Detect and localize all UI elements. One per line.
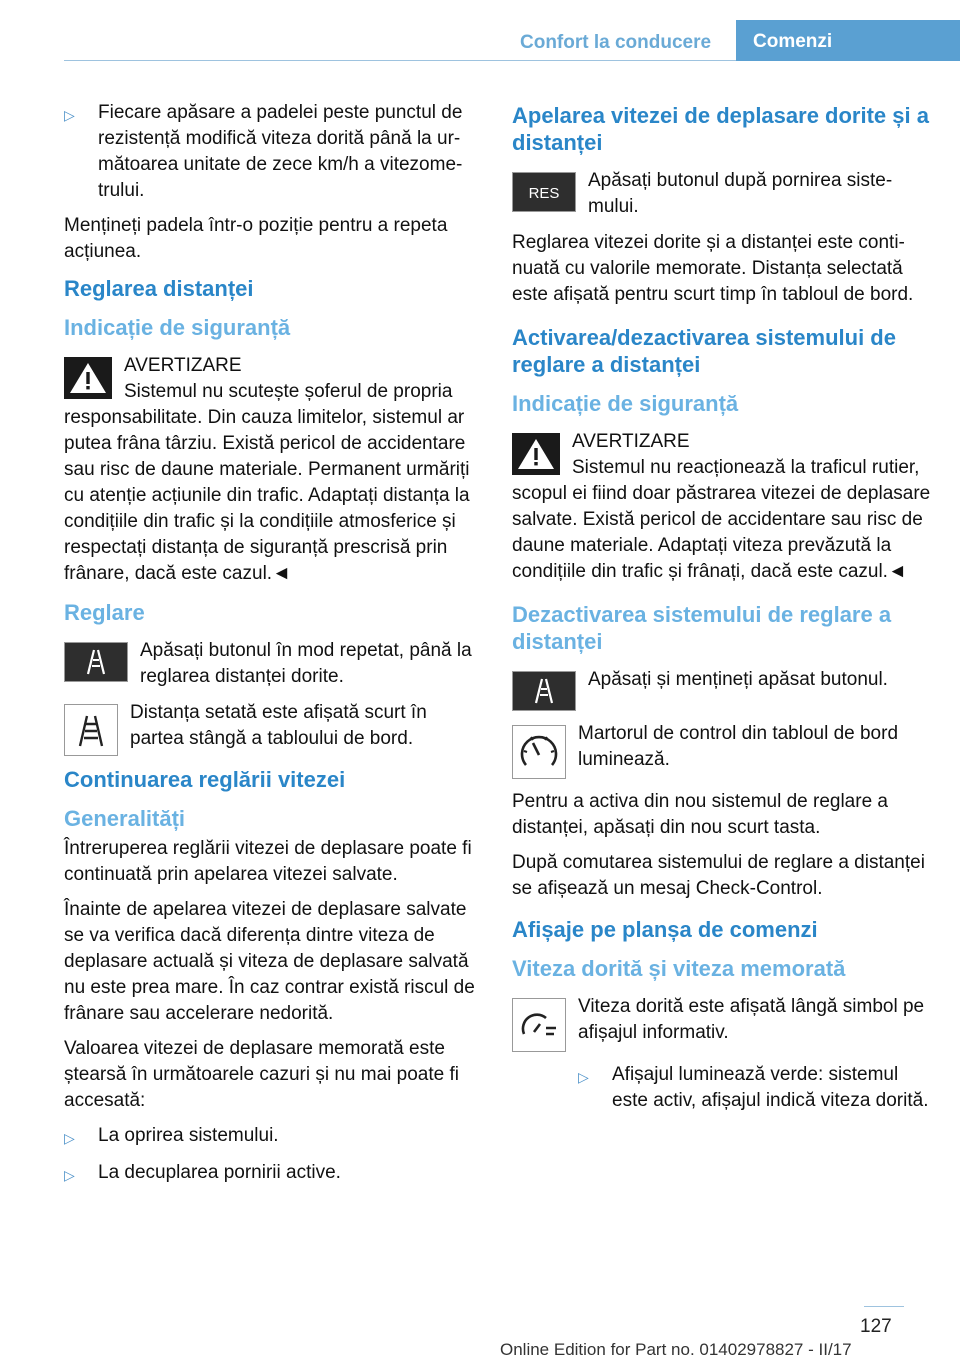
warning-block xyxy=(512,429,932,585)
paragraph: Întreruperea reglării vitezei de deplasare poate fi continuată prin apelarea vitezei salvate. xyxy=(64,838,472,885)
heading-recall: Apelarea vitezei de deplasare dorite și a distanței xyxy=(512,103,929,155)
icon-row: RES Apăsați butonul după pornirea sistemului. xyxy=(512,168,932,220)
heading-deactivate: Dezactivarea sistemului de reglare a distanței xyxy=(512,602,892,654)
icon-row: Apăsați și mențineți apăsat butonul. xyxy=(512,667,932,711)
header-section-title: Confort la conducere xyxy=(520,32,712,53)
distance-button-icon xyxy=(64,642,128,682)
paragraph: După comutarea sistemului de reglare a distanței se afișează un mesaj Check-Control. xyxy=(512,852,925,899)
bullet-item: ▷ La oprirea sistemului. xyxy=(64,1123,480,1151)
heading-speed: Viteza dorită și viteza memorată xyxy=(512,956,846,981)
heading-general: Generalități xyxy=(64,806,186,831)
warning-block xyxy=(64,353,480,587)
bullet-triangle-icon: ▷ xyxy=(578,1069,589,1085)
bullet-triangle-icon: ▷ xyxy=(64,1130,75,1146)
icon-row: Viteza dorită este afișată lângă simbol pe afișajul informativ. xyxy=(512,994,932,1052)
paragraph: Mențineți padela într-o poziție pentru a repeta acțiunea. xyxy=(64,215,448,262)
paragraph: Pentru a activa din nou sistemul de reglare a distanței, apăsați din nou scurt tasta. xyxy=(512,791,888,838)
paragraph: Valoarea vitezei de deplasare memorată este ștearsă în următoarele cazuri și nu mai poate fi accesată: xyxy=(64,1038,459,1111)
left-column xyxy=(64,100,480,1197)
warning-icon xyxy=(64,357,112,399)
speedometer-indicator-icon xyxy=(512,725,566,779)
warning-text: Sistemul nu scutește șoferul de propria responsabilitate. Din cauza limitelor, sistemul ar putea frâna târziu. Există pericol de accidentare sau risc de daune materiale. Permanent urmăriți cu atenție acțiunile din trafic. Adaptați distanța la condițiile din trafic și la condițiile atmosferice și respectați distanța de siguranță prescrisă prin frânare, dacă este cazul.◄ xyxy=(64,381,470,584)
warning-icon xyxy=(512,433,560,475)
paragraph: Reglarea vitezei dorite și a distanței este continuată cu valorile memorate. Distanța selectată este afișată pentru scurt timp în tabloul de bord. xyxy=(512,232,914,305)
warning-title: AVERTIZARE xyxy=(572,431,690,452)
heading-safety: Indicație de siguranță xyxy=(64,315,291,340)
svg-text:RES: RES xyxy=(528,185,560,202)
warning-title: AVERTIZARE xyxy=(124,355,242,376)
res-button-icon xyxy=(512,172,576,212)
bullet-item: ▷ La decuplarea pornirii active. xyxy=(64,1160,480,1188)
icon-row: Apăsați butonul în mod repetat, până la reglarea distanței dorite. xyxy=(64,638,480,690)
warning-text: Sistemul nu reacționează la traficul rutier, scopul ei fiind doar păstrarea vitezei de deplasare salvate. Există pericol de accidentare sau risc de daune materiale. Adaptați viteza prevăzută la condițiile din trafic și frânați, dacă este cazul.◄ xyxy=(512,457,931,582)
heading-continue: Continuarea reglării vitezei xyxy=(64,767,346,792)
bullet-triangle-icon: ▷ xyxy=(64,107,75,123)
header-chapter-tab: Comenzi xyxy=(736,20,960,61)
right-column xyxy=(512,100,932,1123)
bullet-triangle-icon: ▷ xyxy=(64,1167,75,1183)
icon-row: Martorul de control din tabloul de bord luminează. xyxy=(512,721,932,779)
heading-activate: Activarea/dezactivarea sistemului de reglare a distanței xyxy=(512,325,896,377)
paragraph: Înainte de apelarea vitezei de deplasare salvate se va verifica dacă diferența dintre viteza de deplasare actuală și viteza de deplasare salvată nu este prea mare. În caz contrar există riscul de frânare sau accelerare nedorită. xyxy=(64,899,475,1024)
bullet-item: ▷ Afișajul luminează verde: sistemul este activ, afișajul indică viteza dorită. xyxy=(512,1062,932,1114)
edition-footer: Online Edition for Part no. 01402978827 - II/17 xyxy=(500,1340,852,1359)
distance-display-icon xyxy=(64,704,118,756)
footer-rule xyxy=(864,1306,904,1307)
heading-displays: Afișaje pe planșa de comenzi xyxy=(512,917,818,942)
heading-adjust: Reglare xyxy=(64,600,145,625)
icon-row: Distanța setată este afișată scurt în partea stângă a tabloului de bord. xyxy=(64,700,480,756)
distance-button-icon xyxy=(512,671,576,711)
heading-distance: Reglarea distanței xyxy=(64,276,254,301)
heading-safety: Indicație de siguranță xyxy=(512,391,739,416)
cruise-control-symbol-icon xyxy=(512,998,566,1052)
page-number: 127 xyxy=(860,1316,892,1337)
bullet-item: ▷ Fiecare apăsare a padelei peste punctul de rezistență modifică viteza dorită până la următoarea unitate de zece km/h a vitezometrului. xyxy=(64,100,480,204)
